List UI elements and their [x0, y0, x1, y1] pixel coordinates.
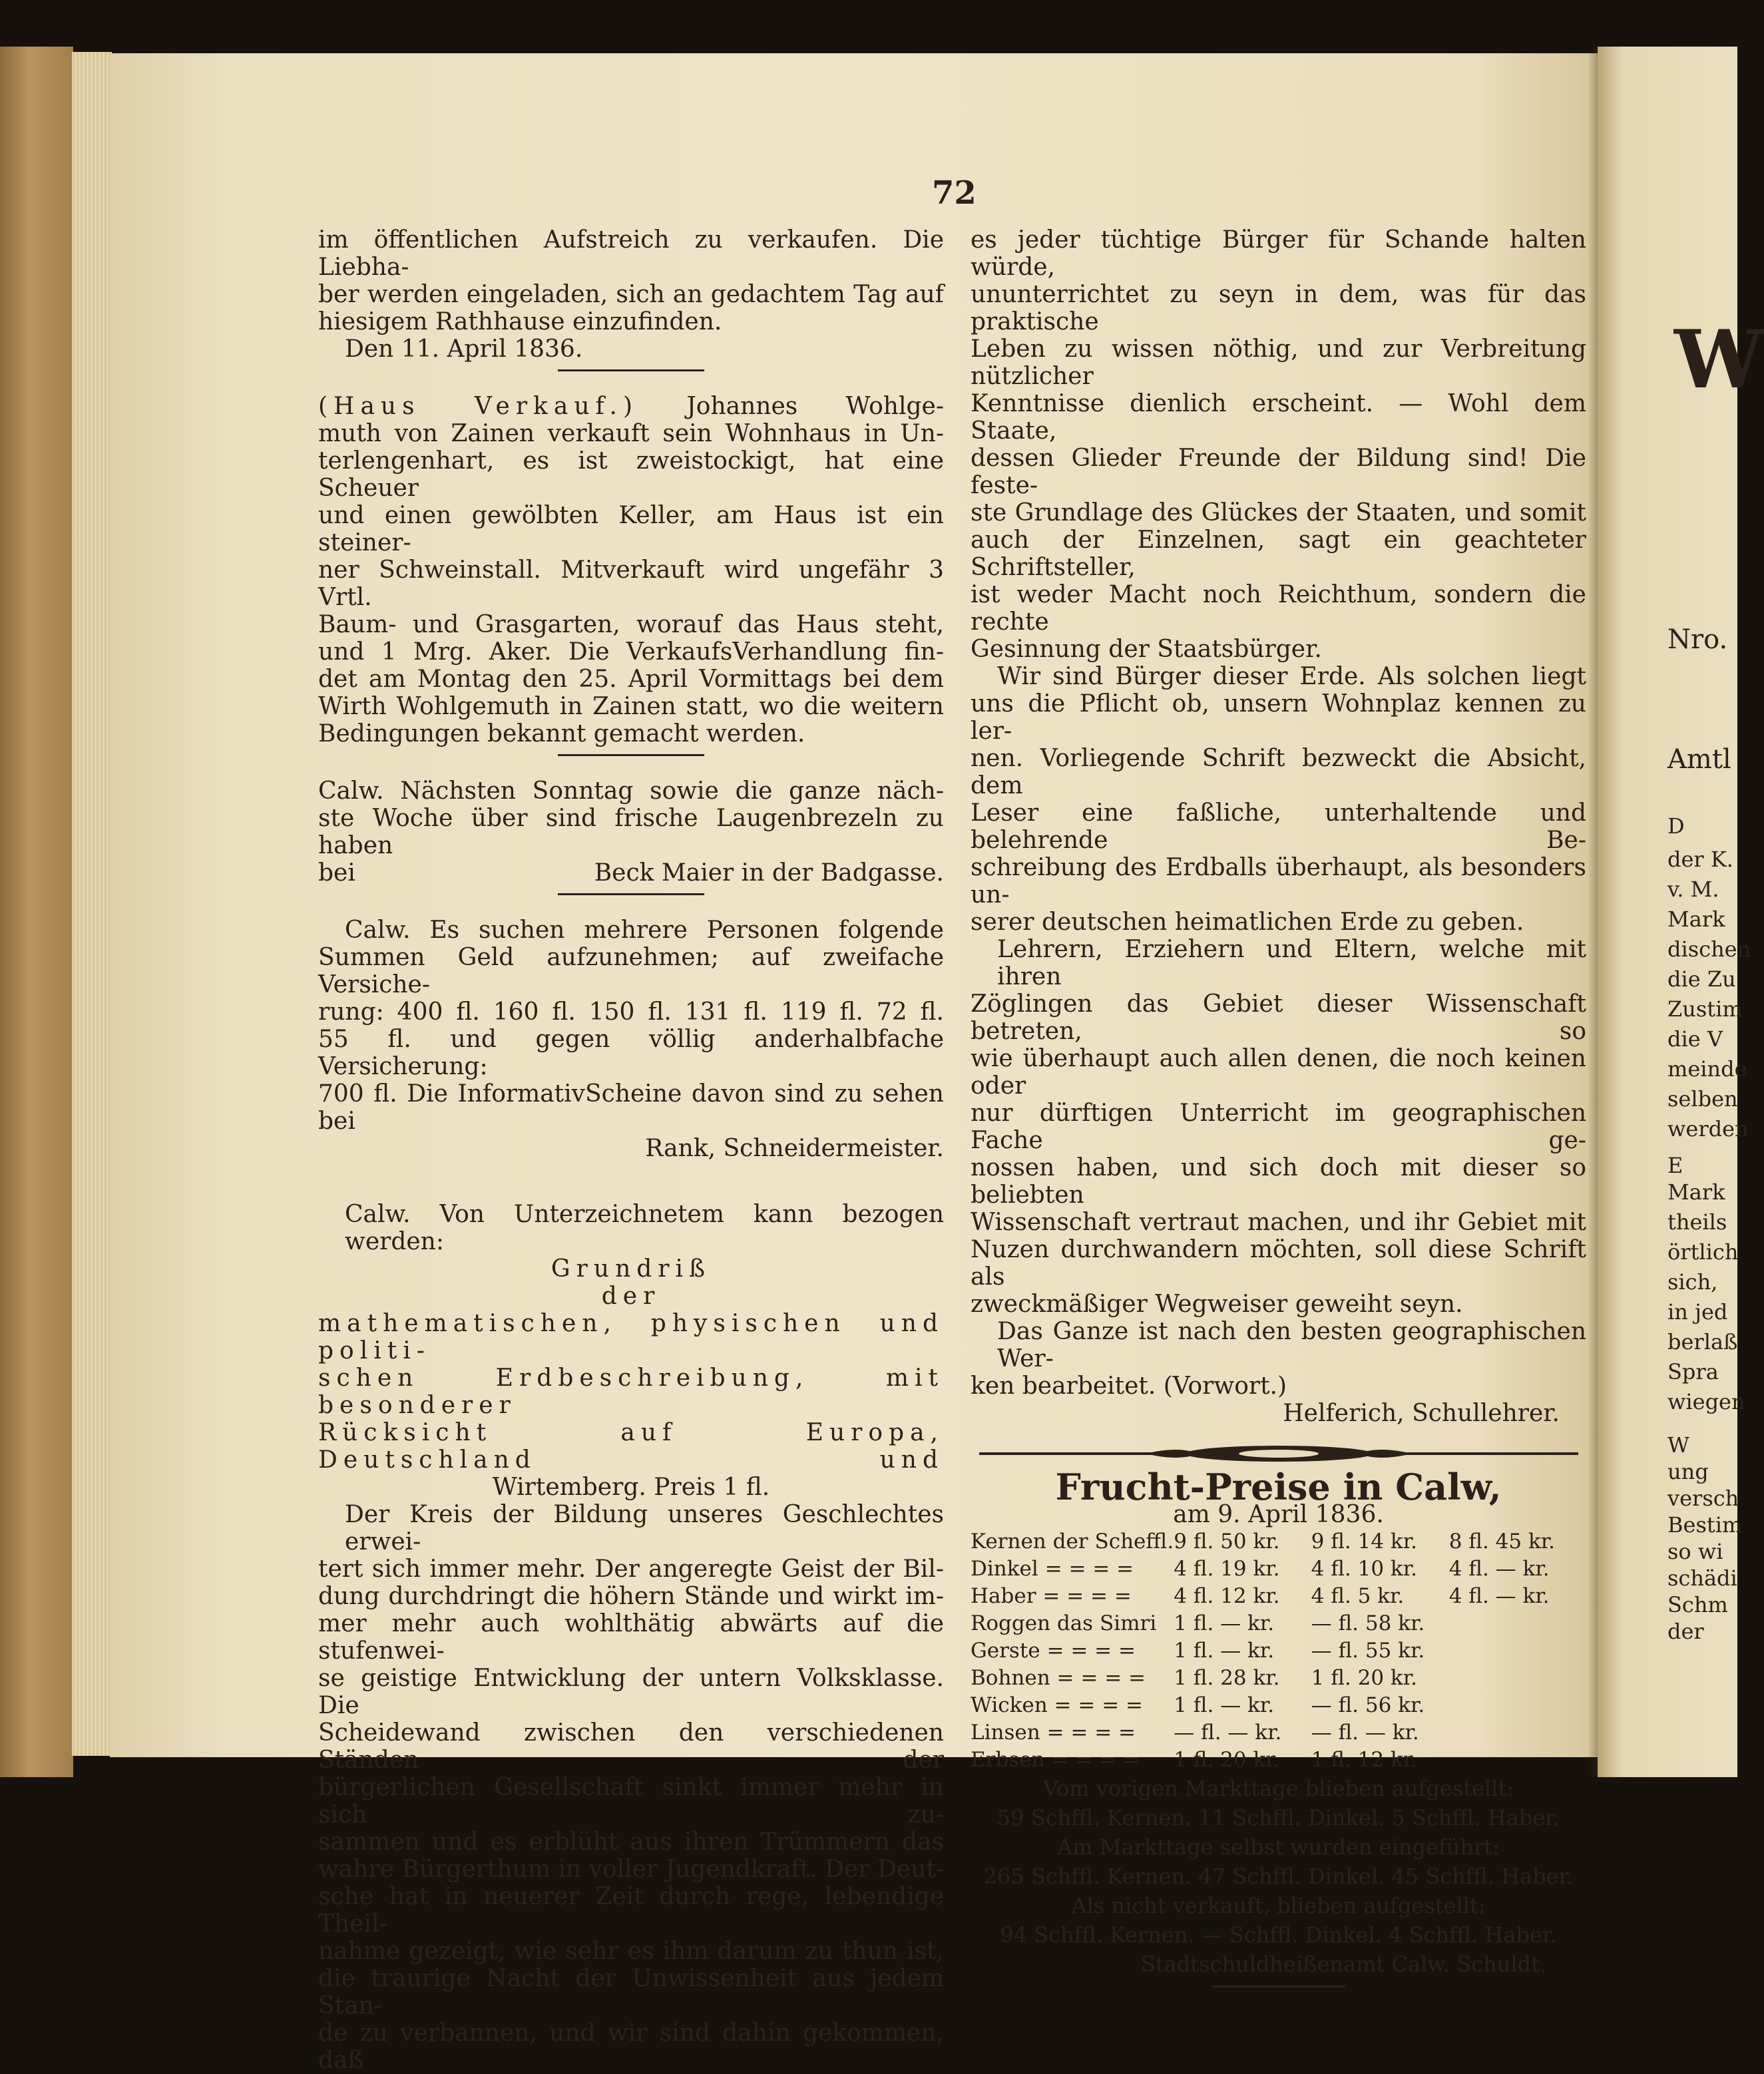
price-item: Kernen der Scheffl. [971, 1530, 1174, 1554]
haus-line: und 1 Mrg. Aker. Die VerkaufsVerhandlung fin- [318, 638, 944, 666]
price-value [1449, 1610, 1586, 1637]
geld-line: 700 fl. Die InformativScheine davon sind zu sehen [318, 1080, 944, 1108]
prices-footer: 265 Schffl. Kernen. 47 Schffl. Dinkel. 45 Schffl. Haber. [983, 1864, 1574, 1889]
book-left-edge [0, 47, 73, 1777]
ornament-rule-icon [979, 1440, 1578, 1467]
buch-line: nahme gezeigt, wie sehr es ihm darum zu thun ist, [318, 1938, 944, 1965]
geld-line: bei [318, 1108, 355, 1135]
body-line: Nuzen durchwandern möchten, soll diese Schrift als [971, 1236, 1586, 1291]
price-row [971, 1556, 1586, 1583]
fragment-text: berlaß [1667, 1329, 1738, 1354]
body-line: ist weder Macht noch Reichthum, sondern die rechte [971, 581, 1586, 636]
prices-title: Frucht-Preise in Calw, [1055, 1466, 1502, 1508]
haus-line: det am Montag den 25. April Vormittags bei dem [318, 666, 944, 693]
body-line: ken bearbeitet. (Vorwort.) [971, 1372, 1287, 1400]
fragment-text: Spra [1667, 1359, 1719, 1384]
price-value: 9 fl. 14 kr. [1311, 1530, 1417, 1554]
body-line: Leben zu wissen nöthig, und zur Verbreitung nützlicher [971, 335, 1586, 390]
buch-line: mer mehr auch wohlthätig abwärts auf die stufenwei- [318, 1610, 944, 1665]
fragment-text: werden [1667, 1116, 1749, 1141]
price-table [971, 1528, 1586, 1774]
price-value: 8 fl. 45 kr. [1448, 1530, 1556, 1554]
right-page-fragments [1661, 0, 1764, 1816]
geld-line: 55 fl. und gegen völlig anderhalbfache Versicherung: [318, 1026, 944, 1080]
buch-line: Der Kreis der Bildung unseres Geschlechtes erwei- [345, 1501, 944, 1556]
price-row [971, 1747, 1586, 1774]
buch-line: bürgerlichen Gesellschaft sinkt immer mehr in sich zu- [318, 1774, 944, 1828]
fragment-text: theils [1667, 1209, 1727, 1235]
buch-line: sammen und es erblüht aus ihren Trümmern das [318, 1828, 944, 1856]
fragment-text: örtlich [1667, 1239, 1739, 1265]
haus-line: ner Schweinstall. Mitverkauft wird ungefähr 3 Vrtl. [318, 556, 944, 611]
price-row [971, 1719, 1586, 1747]
fragment-text: Schm [1667, 1592, 1728, 1617]
price-value: 1 fl. — kr. [1174, 1639, 1275, 1663]
fragment-text: v. M. [1667, 877, 1719, 902]
fragment-text: die Zu [1667, 966, 1736, 992]
haus-first-line: (Haus Verkauf.) Johannes Wohlge- [318, 393, 944, 420]
prices-date: am 9. April 1836. [1173, 1501, 1384, 1528]
body-line: wie überhaupt auch allen denen, die noch keinen oder [971, 1045, 1586, 1100]
fragment-text: dischen [1667, 936, 1751, 962]
body-line: dessen Glieder Freunde der Bildung sind! Die feste- [971, 445, 1586, 499]
geld-signature: Rank, Schneidermeister. [645, 1135, 944, 1162]
buch-title: Wirtemberg. Preis 1 fl. [492, 1474, 770, 1501]
fragment-text: meinde [1667, 1056, 1747, 1082]
right-column [971, 226, 1586, 1987]
body-line: Das Ganze ist nach den besten geographischen Wer- [997, 1318, 1586, 1372]
price-value: 1 fl. 20 kr. [1174, 1748, 1280, 1772]
fragment-text: schädi [1667, 1565, 1737, 1591]
buch-line: wahre Bürgerthum in voller Jugendkraft. Der Deut- [318, 1856, 944, 1883]
prices-footer: 94 Schffl. Kernen. — Schffl. Dinkel. 4 Schffl. Haber. [1000, 1922, 1557, 1948]
buch-line: de zu verbannen, und wir sind dahin gekommen, daß [318, 2019, 944, 2074]
price-value [1449, 1719, 1586, 1747]
price-value: 9 fl. 50 kr. [1174, 1530, 1280, 1554]
fragment-text: die V [1667, 1026, 1723, 1052]
buch-line: dung durchdringt die höhern Stände und wirkt im- [318, 1583, 944, 1610]
price-item: Bohnen = = = = [971, 1666, 1146, 1690]
buch-title: Grundriß [551, 1255, 712, 1283]
prices-signature: Stadtschuldheißenamt Calw. Schuldt. [1140, 1952, 1546, 1977]
notice-line: ber werden eingeladen, sich an gedachtem Tag auf [318, 281, 944, 308]
buch-title: schen Erdbeschreibung, mit besonderer [318, 1364, 944, 1419]
body-line: ste Grundlage des Glückes der Staaten, und somit [971, 499, 1586, 526]
price-value: 4 fl. 12 kr. [1174, 1584, 1280, 1608]
body-line: zweckmäßiger Wegweiser geweiht seyn. [971, 1291, 1463, 1318]
prices-footer: Als nicht verkauft, blieben aufgestellt: [1071, 1893, 1486, 1918]
price-item: Dinkel = = = = [971, 1557, 1134, 1581]
body-line: nur dürftigen Unterricht im geographischen Fache ge- [971, 1100, 1586, 1154]
body-line: schreibung des Erdballs überhaupt, als besonders un- [971, 854, 1586, 909]
price-value [1449, 1692, 1586, 1719]
price-value: 1 fl. 28 kr. [1174, 1666, 1280, 1690]
fragment-text: Zustim [1667, 996, 1743, 1022]
price-item: Linsen = = = = [971, 1721, 1136, 1745]
body-line: nossen haben, und sich doch mit dieser so beliebten [971, 1154, 1586, 1209]
price-value: — fl. 55 kr. [1311, 1639, 1425, 1663]
fragment-text: der K. [1667, 847, 1733, 872]
signature: Helferich, Schullehrer. [1283, 1400, 1560, 1427]
buch-title: der [601, 1283, 661, 1310]
haus-line: und einen gewölbten Keller, am Haus ist ein steiner- [318, 502, 944, 556]
prices-footer: 59 Schffl. Kernen. 11 Schffl. Dinkel. 5 Schffl. Haber. [996, 1805, 1560, 1830]
buch-line: die traurige Nacht der Unwissenheit aus jedem Stan- [318, 1965, 944, 2019]
buch-line: Scheidewand zwischen den verschiedenen Ständen der [318, 1719, 944, 1774]
page-number: 72 [932, 174, 977, 212]
body-line: Lehrern, Erziehern und Eltern, welche mit ihren [997, 936, 1586, 990]
price-value: 4 fl. 19 kr. [1174, 1557, 1280, 1581]
body-line: serer deutschen heimatlichen Erde zu geben. [971, 909, 1524, 936]
fragment-text: E [1667, 1153, 1683, 1178]
prices-footer: Vom vorigen Markttage blieben aufgestellt: [1042, 1776, 1514, 1801]
body-line: Zöglingen das Gebiet dieser Wissenschaft betreten, so [971, 990, 1586, 1045]
body-line: Leser eine faßliche, unterhaltende und belehrende Be- [971, 799, 1586, 854]
price-value [1449, 1665, 1586, 1692]
brezeln-line: Calw. Nächsten Sonntag sowie die ganze näch- [318, 777, 944, 805]
buch-line: tert sich immer mehr. Der angeregte Geist der Bil- [318, 1556, 944, 1583]
buch-title: mathematischen, physischen und politi- [318, 1310, 944, 1364]
price-row [971, 1528, 1586, 1556]
price-row [971, 1610, 1586, 1637]
price-row [971, 1637, 1586, 1665]
body-line: Wir sind Bürger dieser Erde. Als solchen liegt [997, 663, 1586, 690]
left-column [318, 226, 944, 2074]
fragment-text: in jed [1667, 1299, 1728, 1325]
price-item: Roggen das Simri [971, 1611, 1157, 1635]
price-item: Wicken = = = = [971, 1693, 1144, 1717]
fragment-text: wiegen [1667, 1389, 1745, 1414]
geld-line: Calw. Es suchen mehrere Personen folgende [345, 917, 944, 944]
haus-line: terlengenhart, es ist zweistockigt, hat eine Scheuer [318, 447, 944, 502]
price-value: — fl. — kr. [1311, 1721, 1419, 1745]
fragment-text: W [1674, 313, 1764, 407]
body-line: auch der Einzelnen, sagt ein geachteter Schriftsteller, [971, 526, 1586, 581]
price-value: 4 fl. — kr. [1448, 1584, 1550, 1608]
haus-heading: (Haus Verkauf.) [318, 393, 639, 420]
price-value: 1 fl. 20 kr. [1311, 1666, 1417, 1690]
body-line: Gesinnung der Staatsbürger. [971, 636, 1322, 663]
price-value: — fl. — kr. [1174, 1721, 1282, 1745]
price-value: 4 fl. 10 kr. [1311, 1557, 1417, 1581]
prices-footer: Am Markttage selbst wurden eingeführt: [1057, 1834, 1500, 1860]
brezeln-line: ste Woche über sind frische Laugenbrezeln zu haben [318, 805, 944, 859]
geld-line: rung: 400 fl. 160 fl. 150 fl. 131 fl. 119 fl. 72 fl. [318, 998, 944, 1026]
notice-line: im öffentlichen Aufstreich zu verkaufen. Die Liebha- [318, 226, 944, 281]
price-value [1449, 1637, 1586, 1665]
body-line: nen. Vorliegende Schrift bezweckt die Absicht, dem [971, 745, 1586, 799]
body-line: Kenntnisse dienlich erscheint. — Wohl dem Staate, [971, 390, 1586, 445]
haus-line: Baum- und Grasgarten, worauf das Haus steht, [318, 611, 944, 638]
fragment-text: ung [1667, 1459, 1709, 1484]
body-line: ununterrichtet zu seyn in dem, was für das praktische [971, 281, 1586, 335]
buch-title: Rücksicht auf Europa, Deutschland und [318, 1419, 944, 1474]
price-value: 1 fl. 12 kr. [1311, 1748, 1417, 1772]
fragment-text: versch [1667, 1486, 1739, 1511]
notice-date: Den 11. April 1836. [345, 335, 583, 363]
buch-intro: Calw. Von Unterzeichnetem kann bezogen werden: [345, 1201, 944, 1255]
fragment-text: Nro. [1667, 624, 1728, 655]
price-row [971, 1583, 1586, 1610]
haus-line: Wirth Wohlgemuth in Zainen statt, wo die weitern [318, 693, 944, 720]
buch-line: se geistige Entwicklung der untern Volksklasse. Die [318, 1665, 944, 1719]
price-item: Gerste = = = = [971, 1639, 1136, 1663]
buch-line: sche hat in neuerer Zeit durch rege, lebendige Theil- [318, 1883, 944, 1938]
section-rule [1212, 1985, 1345, 1987]
fragment-text: W [1667, 1432, 1689, 1458]
fragment-text: der [1667, 1619, 1704, 1644]
price-item: Erbsen = = = = [971, 1748, 1140, 1772]
haus-line: muth von Zainen verkauft sein Wohnhaus in Un- [318, 420, 944, 447]
price-value: 4 fl. — kr. [1448, 1557, 1550, 1581]
notice-line: hiesigem Rathhause einzufinden. [318, 308, 722, 335]
price-value: 1 fl. — kr. [1174, 1611, 1275, 1635]
brezeln-line: bei Beck Maier in der Badgasse. [318, 859, 944, 887]
fragment-text: sich, [1667, 1269, 1718, 1295]
fragment-text: Bestim [1667, 1512, 1743, 1538]
price-value: — fl. 58 kr. [1311, 1611, 1425, 1635]
price-row [971, 1692, 1586, 1719]
page-edges [72, 52, 112, 1756]
fragment-text: D [1667, 813, 1685, 839]
fragment-text: Mark [1667, 1179, 1725, 1205]
haus-line: Bedingungen bekannt gemacht werden. [318, 720, 805, 747]
fragment-text: selben [1667, 1086, 1738, 1112]
body-line: es jeder tüchtige Bürger für Schande halten würde, [971, 226, 1586, 281]
fragment-text: Mark [1667, 907, 1725, 932]
body-line: uns die Pflicht ob, unsern Wohnplaz kennen zu ler- [971, 690, 1586, 745]
body-line: Wissenschaft vertraut machen, und ihr Gebiet mit [971, 1209, 1586, 1236]
price-value: 4 fl. 5 kr. [1311, 1584, 1405, 1608]
geld-line: Summen Geld aufzunehmen; auf zweifache Versiche- [318, 944, 944, 998]
price-value [1449, 1747, 1586, 1774]
price-row [971, 1665, 1586, 1692]
price-item: Haber = = = = [971, 1584, 1132, 1608]
fragment-text: Amtl [1667, 744, 1731, 775]
price-value: 1 fl. — kr. [1174, 1693, 1275, 1717]
price-value: — fl. 56 kr. [1311, 1693, 1425, 1717]
fragment-text: so wi [1667, 1539, 1723, 1564]
